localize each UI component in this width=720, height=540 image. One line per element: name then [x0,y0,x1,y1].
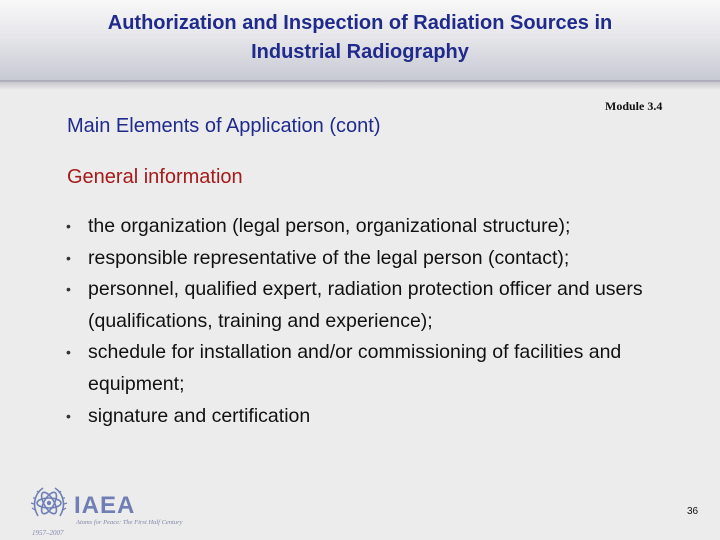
iaea-logo [28,482,238,538]
bullet-glyph: • [66,344,71,361]
list-item [66,401,666,433]
module-label: Module 3.4 [605,99,663,113]
bullet-glyph: • [66,281,71,298]
slide-title-line1: Authorization and Inspection of Radiation Sources in [107,12,613,34]
slide-title [0,9,720,67]
list-item-text: signature and certification [88,404,311,427]
list-item [66,211,666,243]
list-item-text: responsible representative of the legal person (contact); [88,246,570,269]
list-item [66,243,666,275]
logo-text: IAEA [74,492,136,519]
header-shadow [0,80,720,90]
bullet-glyph: • [66,407,71,424]
bullet-glyph: • [66,218,71,234]
subheading: General information [67,166,243,188]
section-title: Main Elements of Application (cont) [67,115,381,137]
list-item-text: schedule for installation and/or commissioning of facilities and equipment; [88,341,622,395]
page-number: 36 [687,506,699,517]
atom-nucleus-icon [47,501,51,505]
logo-tagline: Atoms for Peace: The First Half Century [76,519,183,526]
logo-years: 1957–2007 [32,529,64,537]
bullet-list [66,211,666,432]
slide-title-line2: Industrial Radiography [251,41,469,63]
bullet-glyph: • [66,249,71,266]
list-item-text: personnel, qualified expert, radiation protection officer and users (qualifications, training and experience); [88,278,643,332]
list-item [66,274,666,337]
list-item [66,337,666,400]
list-item-text: the organization (legal person, organizational structure); [88,215,571,237]
